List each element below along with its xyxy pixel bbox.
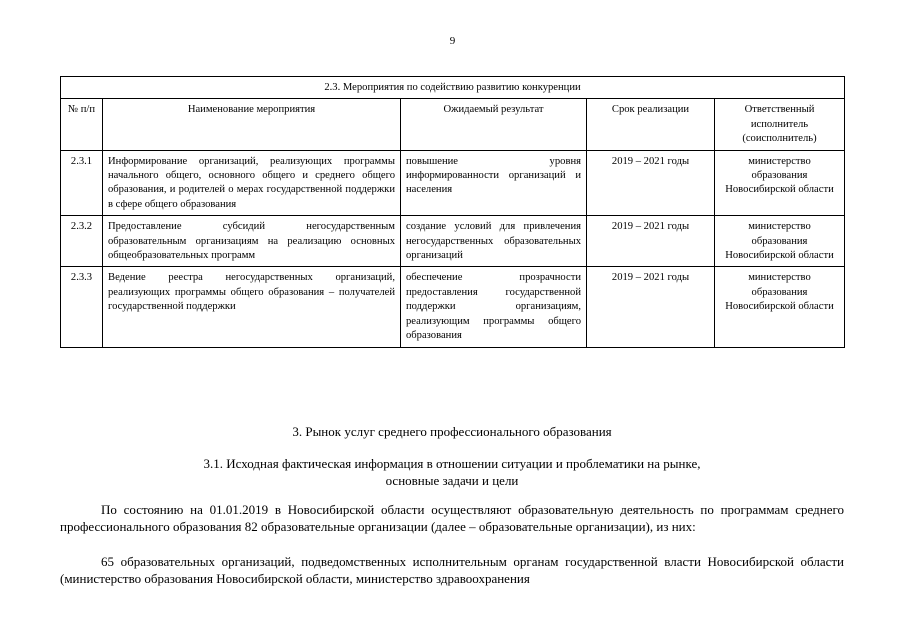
table-section-header: 2.3. Мероприятия по содействию развитию конкуренции (61, 77, 845, 99)
row-executor: министерство образования Новосибирской области (715, 216, 845, 267)
table-row (61, 267, 845, 347)
section-title: 3. Рынок услуг среднего профессионального образования (292, 424, 612, 439)
row-num: 2.3.3 (61, 267, 103, 347)
table-row (61, 150, 845, 216)
table-row (61, 216, 845, 267)
measures-table (60, 76, 845, 348)
row-executor: министерство образования Новосибирской области (715, 150, 845, 216)
table-section-header-row (61, 77, 845, 99)
section-subtitle (60, 455, 844, 489)
row-result: повышение уровня информированности организаций и населения (401, 150, 587, 216)
column-header-name: Наименование мероприятия (103, 99, 401, 150)
row-result: создание условий для привлечения негосударственных образовательных организаций (401, 216, 587, 267)
row-name: Информирование организаций, реализующих программы начального общего, основного общего и среднего общего образования, и родителей о мерах государственной поддержки в сфере общего образования (103, 150, 401, 216)
row-num: 2.3.1 (61, 150, 103, 216)
column-header-result: Ожидаемый результат (401, 99, 587, 150)
page-number: 9 (449, 35, 456, 47)
column-header-term: Срок реализации (587, 99, 715, 150)
row-result: обеспечение прозрачности предоставления государственной поддержки организациям, реализующим программы общего образования (401, 267, 587, 347)
row-num: 2.3.2 (61, 216, 103, 267)
row-name: Ведение реестра негосударственных организаций, реализующих программы общего образования – получателей государственной поддержки (103, 267, 401, 347)
row-term: 2019 – 2021 годы (587, 150, 715, 216)
row-term: 2019 – 2021 годы (587, 216, 715, 267)
row-term: 2019 – 2021 годы (587, 267, 715, 347)
paragraph-2: 65 образовательных организаций, подведомственных исполнительным органам государственной власти Новосибирской области (министерство образования Новосибирской области, министерство здравоохранения (60, 554, 844, 586)
paragraph-1: По состоянию на 01.01.2019 в Новосибирской области осуществляют образовательную деятельность по программам среднего профессионального образования 82 образовательные организации (далее – образовательные организации), из них: (60, 502, 844, 534)
column-header-executor: Ответственный исполнитель (соисполнитель) (715, 99, 845, 150)
section-subtitle-line1: 3.1. Исходная фактическая информация в отношении ситуации и проблематики на рынке, (203, 456, 701, 471)
column-header-num: № п/п (61, 99, 103, 150)
row-name: Предоставление субсидий негосударственным образовательным организациям на реализацию основных общеобразовательных программ (103, 216, 401, 267)
section-subtitle-line2: основные задачи и цели (385, 473, 519, 488)
row-executor: министерство образования Новосибирской области (715, 267, 845, 347)
table-header-row (61, 99, 845, 150)
